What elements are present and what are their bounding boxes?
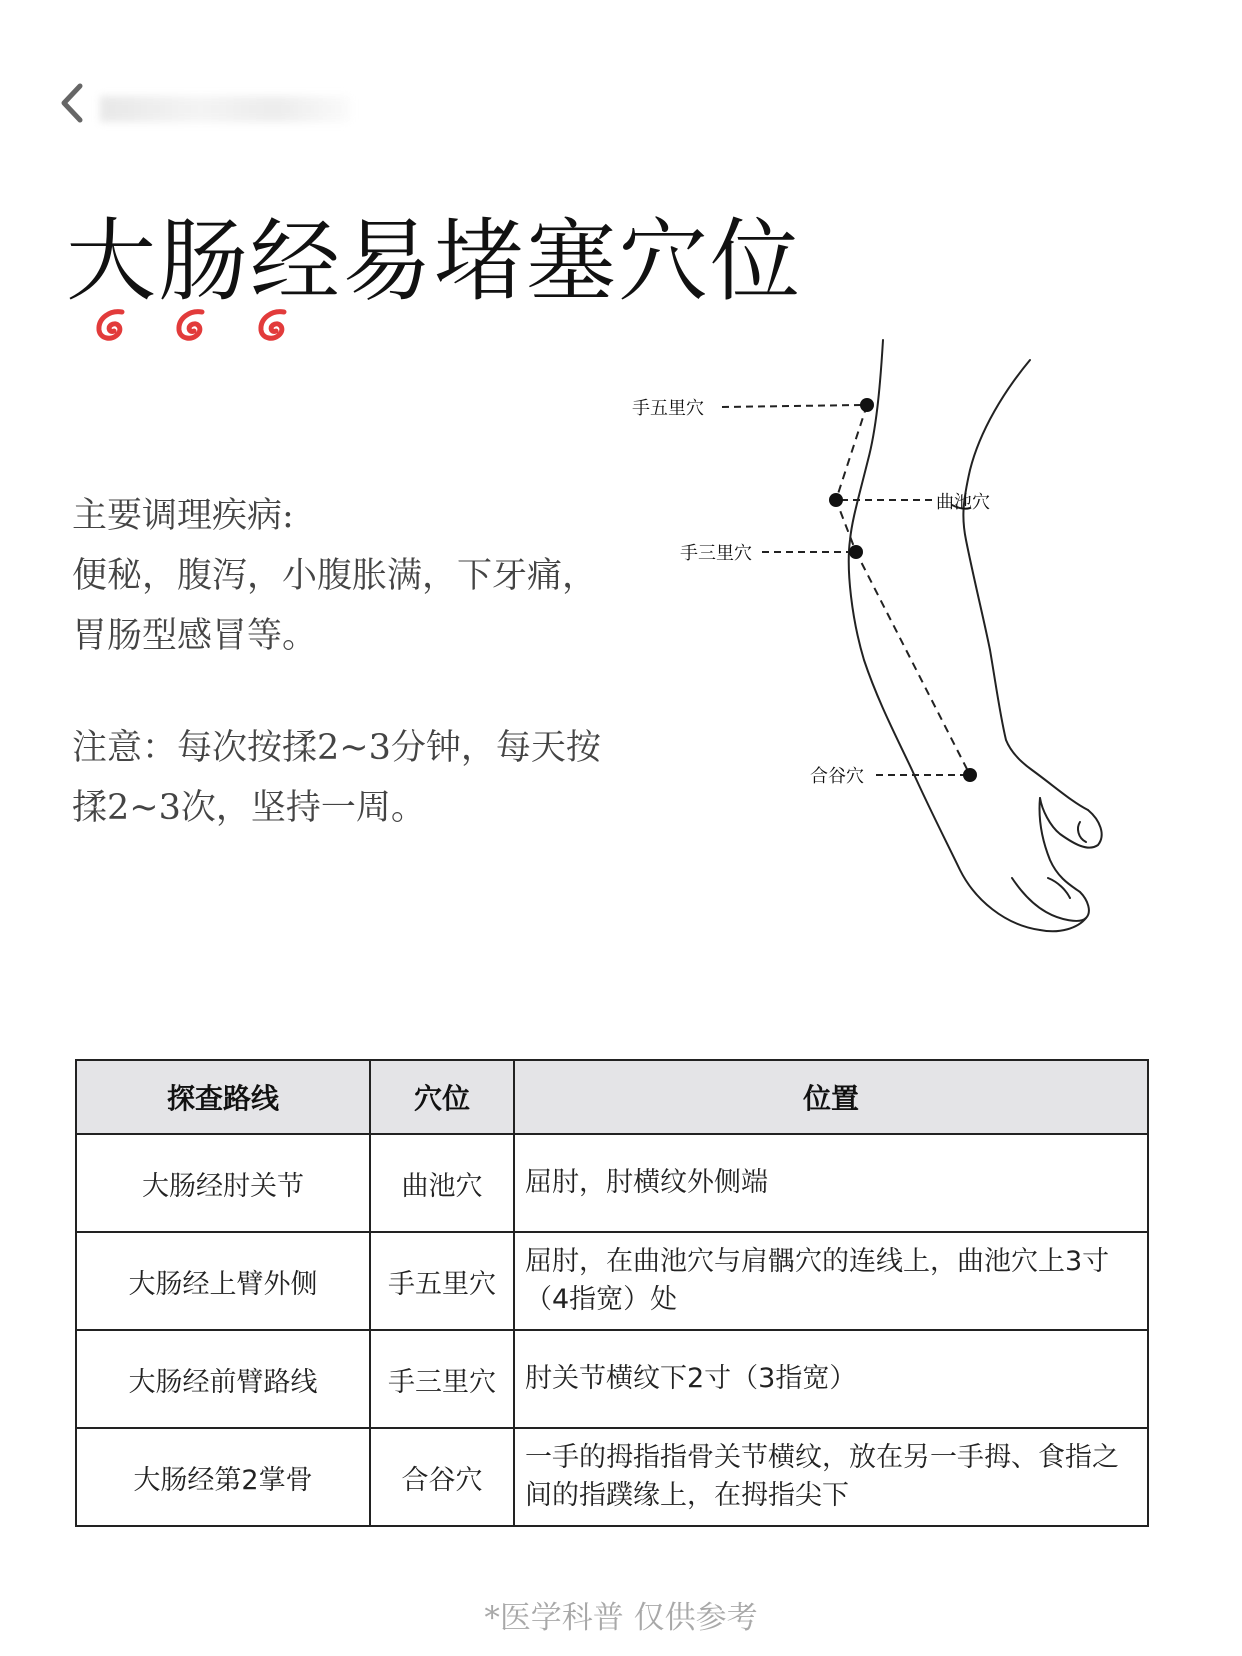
cell-route: 大肠经第2掌骨	[76, 1428, 370, 1526]
arm-acupoint-diagram	[632, 330, 1140, 970]
table-row	[76, 1134, 1148, 1232]
cell-route: 大肠经前臂路线	[76, 1330, 370, 1428]
red-swirl-icon	[172, 304, 212, 344]
note-line: 注意：每次按揉2~3分钟，每天按	[72, 728, 601, 768]
table-row	[76, 1232, 1148, 1330]
arm-outline	[849, 340, 1102, 931]
disclaimer-footer: *医学科普 仅供参考	[484, 1600, 758, 1636]
usage-note	[72, 718, 632, 838]
header-route: 探查路线	[76, 1060, 370, 1134]
blurred-nav-title	[100, 96, 350, 122]
label-qu-chi: 曲池穴	[936, 492, 990, 513]
acupoint-dot	[829, 493, 843, 507]
header-position: 位置	[514, 1060, 1148, 1134]
acupoint-dot	[849, 545, 863, 559]
cell-position: 一手的拇指指骨关节横纹，放在另一手拇、食指之间的指蹼缘上，在拇指尖下	[514, 1428, 1148, 1526]
acupoint-table	[75, 1059, 1149, 1527]
table-row	[76, 1330, 1148, 1428]
header-point: 穴位	[370, 1060, 514, 1134]
cell-route: 大肠经上臂外侧	[76, 1232, 370, 1330]
table-row	[76, 1428, 1148, 1526]
acupoint-dot	[963, 768, 977, 782]
cell-position: 屈肘，肘横纹外侧端	[514, 1134, 1148, 1232]
meridian-line	[836, 405, 970, 775]
red-swirl-icon	[254, 304, 294, 344]
note-line: 揉2~3次，坚持一周。	[72, 788, 426, 828]
acupoint-dot	[860, 398, 874, 412]
cell-position: 屈肘，在曲池穴与肩髃穴的连线上，曲池穴上3寸（4指宽）处	[514, 1232, 1148, 1330]
description	[72, 486, 632, 666]
label-shou-san-li: 手三里穴	[680, 543, 752, 564]
cell-position: 肘关节横纹下2寸（3指宽）	[514, 1330, 1148, 1428]
page-title: 大肠经易堵塞穴位	[66, 209, 802, 314]
cell-point: 合谷穴	[370, 1428, 514, 1526]
red-swirl-icon	[92, 304, 132, 344]
swirl-decoration	[92, 304, 332, 344]
cell-point: 手三里穴	[370, 1330, 514, 1428]
cell-route: 大肠经肘关节	[76, 1134, 370, 1232]
chevron-left-icon[interactable]	[52, 78, 92, 128]
label-shou-wu-li: 手五里穴	[632, 398, 704, 419]
cell-point: 曲池穴	[370, 1134, 514, 1232]
label-he-gu: 合谷穴	[810, 766, 864, 787]
cell-point: 手五里穴	[370, 1232, 514, 1330]
description-heading: 主要调理疾病:	[72, 496, 294, 536]
description-line: 胃肠型感冒等。	[72, 616, 318, 656]
description-line: 便秘，腹泻，小腹胀满，下牙痛，	[72, 556, 598, 596]
